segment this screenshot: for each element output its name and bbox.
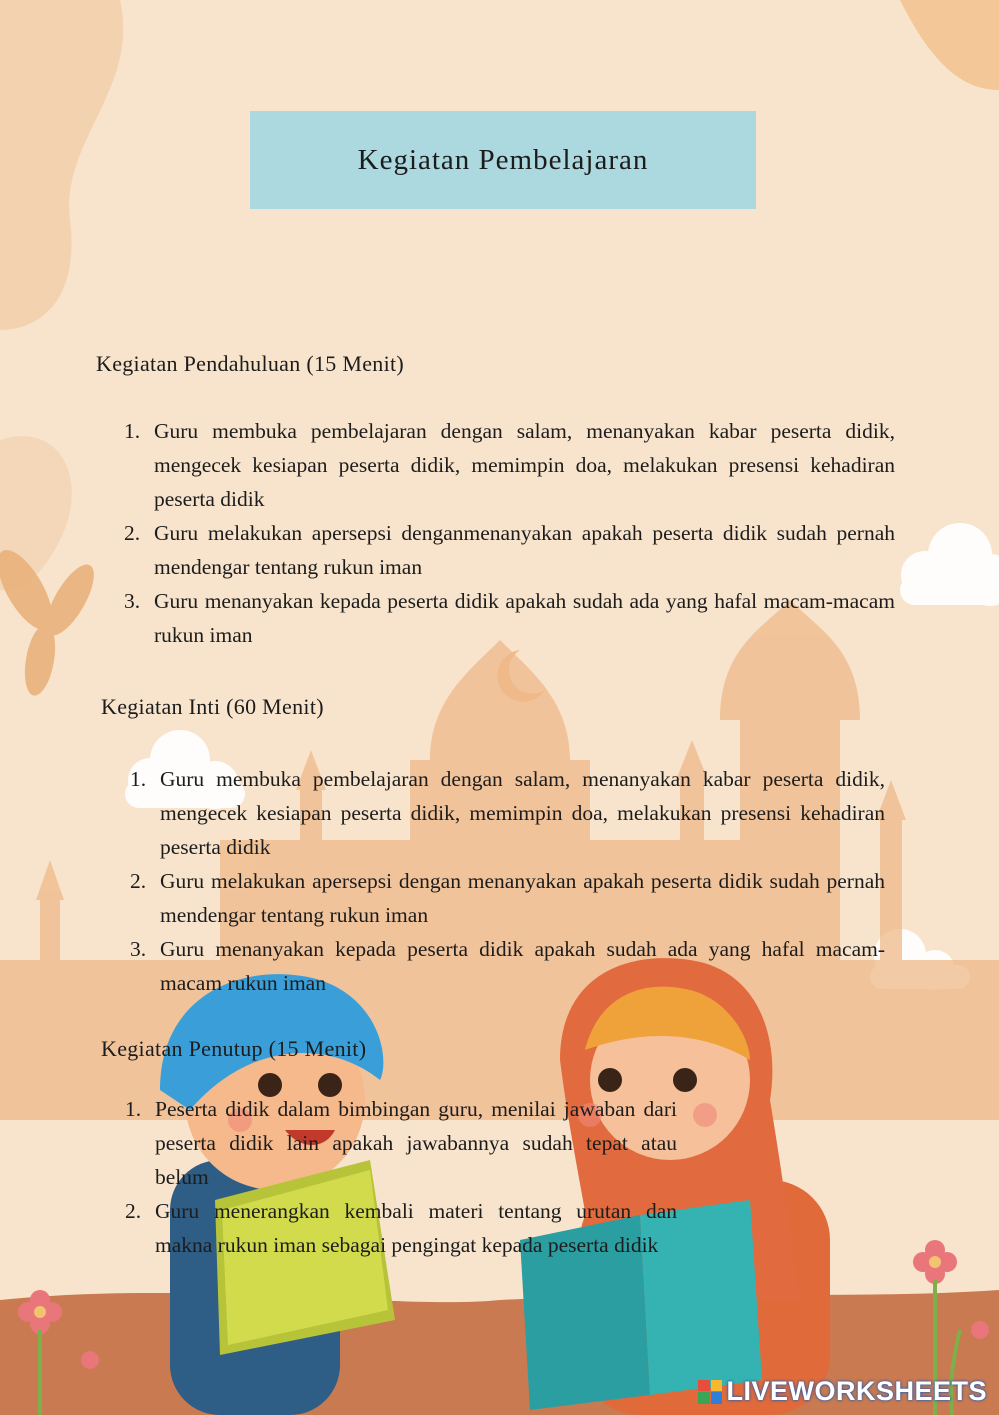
list-item	[102, 864, 885, 932]
list-number: 1.	[130, 767, 147, 791]
list-item	[102, 762, 885, 864]
list-text: Guru melakukan apersepsi dengan menanyakan apakah peserta didik sudah pernah mendengar tentang rukun iman	[160, 869, 885, 927]
list-number: 3.	[124, 589, 141, 613]
section-heading-penutup: Kegiatan Penutup (15 Menit)	[101, 1036, 367, 1061]
watermark	[698, 1376, 987, 1407]
section-heading-pendahuluan: Kegiatan Pendahuluan (15 Menit)	[96, 351, 405, 376]
list-text: Guru menanyakan kepada peserta didik apakah sudah ada yang hafal macam-macam rukun iman	[160, 937, 885, 995]
list-item	[102, 932, 885, 1000]
steps-list-pendahuluan	[96, 414, 895, 652]
list-text: Guru melakukan apersepsi denganmenanyakan apakah peserta didik sudah pernah mendengar tentang rukun iman	[154, 521, 895, 579]
list-item	[96, 414, 895, 516]
list-number: 2.	[125, 1199, 142, 1223]
title-banner	[250, 111, 756, 209]
watermark-text: LIVEWORKSHEETS	[726, 1376, 987, 1406]
list-item	[97, 1194, 677, 1262]
list-text: Guru membuka pembelajaran dengan salam, menanyakan kabar peserta didik, mengecek kesiapan peserta didik, memimpin doa, melakukan presensi kehadiran peserta didik	[160, 767, 885, 859]
page-title: Kegiatan Pembelajaran	[357, 143, 649, 176]
liveworksheets-logo-icon	[698, 1380, 722, 1404]
list-text: Guru membuka pembelajaran dengan salam, menanyakan kabar peserta didik, mengecek kesiapan peserta didik, memimpin doa, melakukan presensi kehadiran peserta didik	[154, 419, 895, 511]
list-text: Guru menerangkan kembali materi tentang urutan dan makna rukun iman sebagai pengingat kepada peserta didik	[155, 1199, 677, 1257]
list-number: 1.	[124, 419, 141, 443]
list-number: 2.	[124, 521, 141, 545]
list-item	[97, 1092, 677, 1194]
list-number: 3.	[130, 937, 147, 961]
list-item	[96, 516, 895, 584]
steps-list-inti	[102, 762, 885, 1000]
list-number: 1.	[125, 1097, 142, 1121]
list-text: Peserta didik dalam bimbingan guru, menilai jawaban dari peserta didik lain apakah jawabannya sudah tepat atau belum	[155, 1097, 677, 1189]
steps-list-penutup	[97, 1092, 677, 1262]
section-heading-inti: Kegiatan Inti (60 Menit)	[101, 694, 324, 719]
list-text: Guru menanyakan kepada peserta didik apakah sudah ada yang hafal macam-macam rukun iman	[154, 589, 895, 647]
list-number: 2.	[130, 869, 147, 893]
list-item	[96, 584, 895, 652]
